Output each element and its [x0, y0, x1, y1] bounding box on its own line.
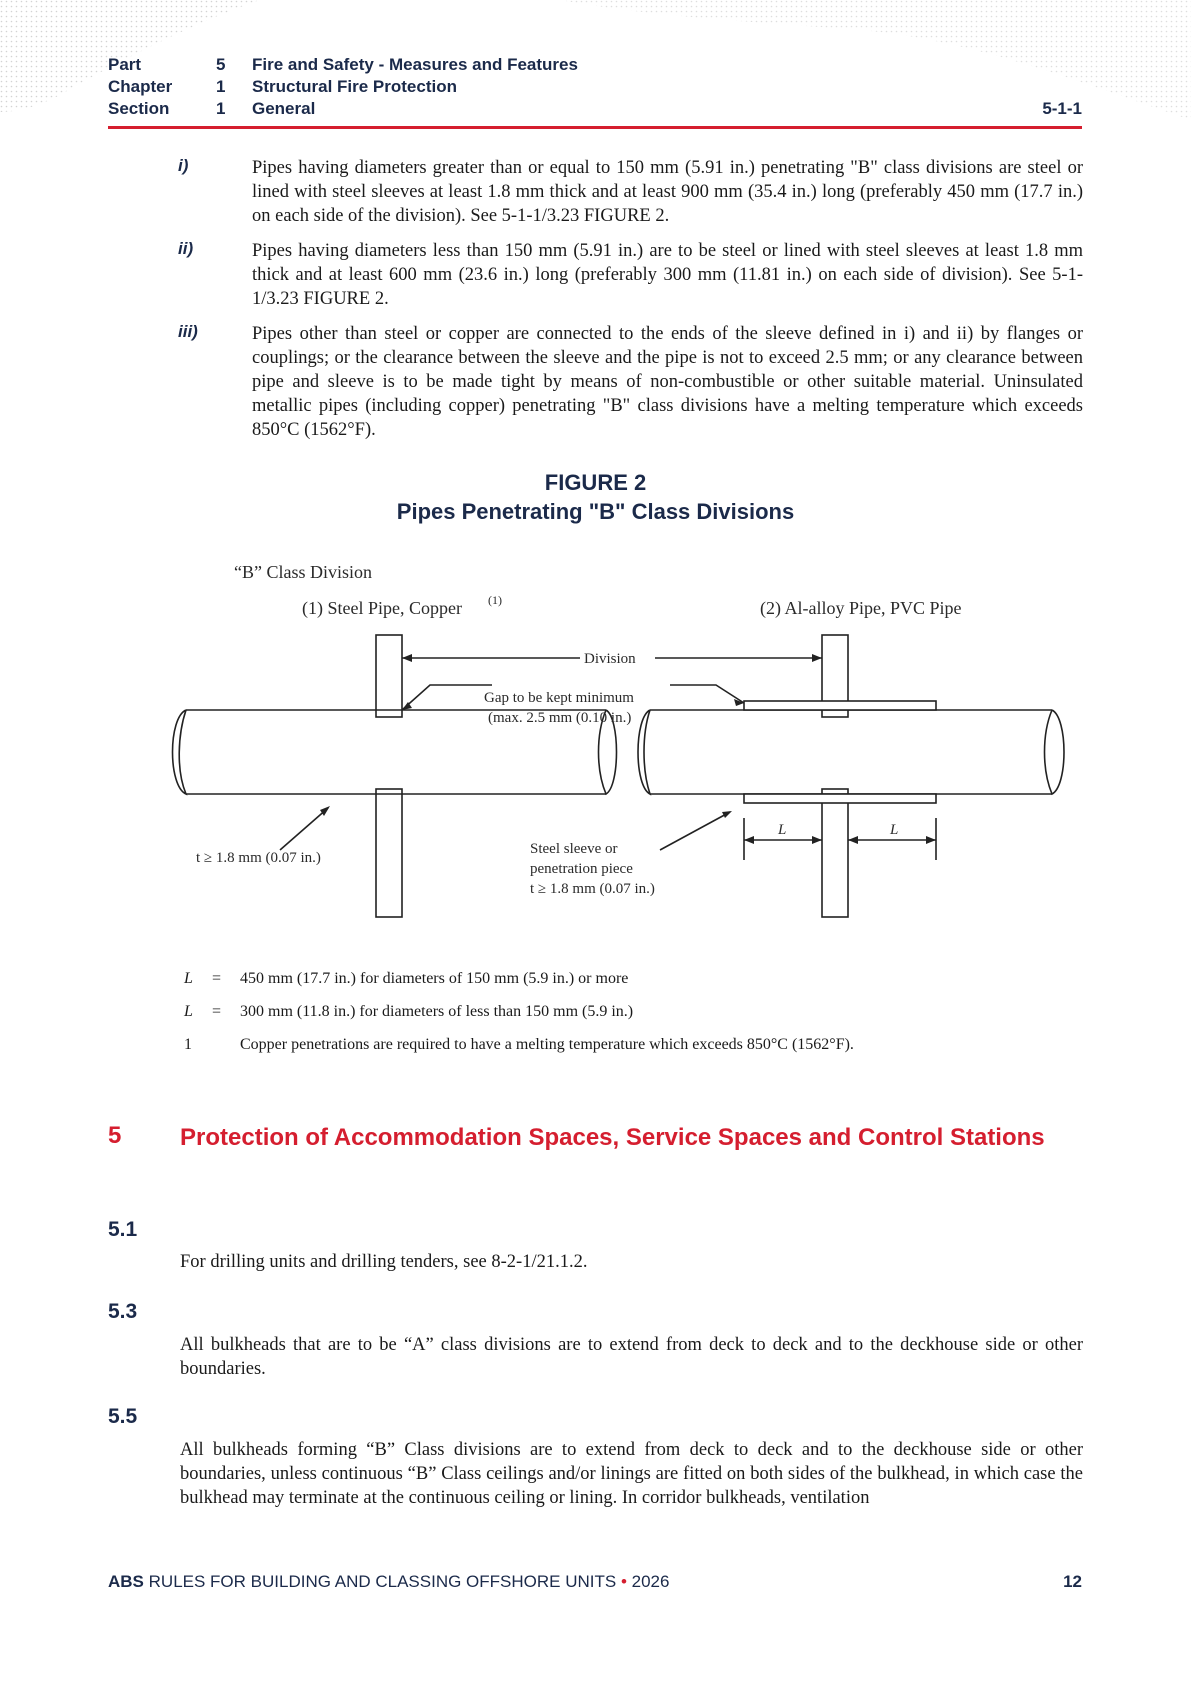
dimension-L-label: L	[778, 822, 787, 838]
figure-title: Pipes Penetrating "B" Class Divisions	[396, 499, 795, 524]
sleeve-label-2: penetration piece	[530, 861, 633, 877]
sleeve-thickness-label: t ≥ 1.8 mm (0.07 in.)	[530, 881, 655, 897]
sleeve-label: Steel sleeve or	[530, 841, 618, 857]
note-eq: =	[212, 1003, 222, 1020]
division-label: Division	[584, 651, 636, 667]
note-eq: =	[212, 970, 222, 987]
figure-note	[184, 1036, 1084, 1069]
part-title: Fire and Safety - Measures and Features	[252, 55, 578, 74]
pipe-penetration-diagram	[150, 550, 1070, 920]
header-divider	[108, 126, 1082, 129]
list-item	[178, 322, 1083, 442]
header-section-row	[108, 99, 1082, 121]
list-item-marker: iii)	[178, 322, 198, 341]
footer-year: 2026	[631, 1572, 670, 1591]
chapter-title: Structural Fire Protection	[252, 77, 457, 96]
footer-title: RULES FOR BUILDING AND CLASSING OFFSHORE UNITS	[148, 1572, 617, 1591]
chapter-label: Chapter	[108, 77, 173, 96]
note-key: 1	[184, 1036, 192, 1053]
note-key: L	[184, 1003, 193, 1020]
subsection-number: 5.5	[108, 1405, 138, 1428]
part-number: 5	[216, 55, 226, 74]
list-item-text: Pipes having diameters greater than or equal to 150 mm (5.91 in.) penetrating "B" class divisions are steel or lined with steel sleeves at least 1.8 mm thick and at least 900 mm (35.4 in.) long (preferably 450 mm (17.7 in.) on each side of the division). See 5-1-1/3.23 FIGURE 2.	[252, 158, 1083, 226]
arrowhead	[744, 836, 754, 844]
figure-note	[184, 1003, 1084, 1036]
sleeve-leader	[660, 812, 730, 850]
list-item-marker: ii)	[178, 239, 194, 258]
right-division-wall-lower	[822, 789, 848, 917]
figure-note	[184, 970, 1084, 1003]
gap-leader-right	[670, 685, 744, 703]
figure-caption	[0, 469, 1191, 527]
arrowhead	[812, 654, 822, 662]
right-pipe	[650, 710, 1052, 794]
header-chapter-row	[108, 77, 1082, 99]
section-label: Section	[108, 99, 170, 118]
arrowhead	[848, 836, 858, 844]
arrowhead	[722, 811, 732, 818]
note-text: 450 mm (17.7 in.) for diameters of 150 mm (5.9 in.) or more	[240, 970, 629, 987]
list-item-text: Pipes other than steel or copper are connected to the ends of the sleeve defined in i) and ii) by flanges or couplings; or the clearance between the sleeve and the pipe is not to exceed 2.5 mm; or any clearance between pipe and sleeve is to be made tight by means of non-combustible or other suitable material. Uninsulated metallic pipes (including copper) penetrating "B" class divisions have a melting temperature which exceeds 850°C (1562°F).	[252, 324, 1083, 440]
page-footer	[108, 1572, 1082, 1592]
list-item-marker: i)	[178, 156, 189, 175]
section-heading-number: 5	[108, 1122, 122, 1149]
gap-leader-left	[402, 685, 492, 710]
pipe-thickness-label: t ≥ 1.8 mm (0.07 in.)	[196, 850, 321, 866]
right-pipe-heading: (2) Al-alloy Pipe, PVC Pipe	[760, 598, 962, 618]
subsection-number: 5.1	[108, 1218, 138, 1241]
gap-label-max: (max. 2.5 mm (0.10 in.)	[488, 710, 632, 726]
right-pipe-break-right	[1045, 710, 1065, 794]
section-number: 1	[216, 99, 226, 118]
figure-number: FIGURE 2	[544, 470, 647, 495]
arrowhead	[812, 836, 822, 844]
page-number: 12	[1063, 1572, 1082, 1591]
figure-notes	[184, 970, 1084, 1069]
left-division-wall-lower	[376, 789, 402, 917]
chapter-number: 1	[216, 77, 226, 96]
footer-brand: ABS	[108, 1572, 144, 1591]
section-title: General	[252, 99, 316, 118]
section-heading-title: Protection of Accommodation Spaces, Service Spaces and Control Stations	[180, 1124, 1045, 1151]
note-key: L	[184, 970, 193, 987]
subsection-paragraph: For drilling units and drilling tenders, see 8-2-1/21.1.2.	[180, 1252, 588, 1272]
note-text: 300 mm (11.8 in.) for diameters of less than 150 mm (5.9 in.)	[240, 1003, 634, 1020]
section-reference: 5-1-1	[1042, 99, 1082, 118]
left-division-wall-upper	[376, 635, 402, 717]
list-item	[178, 156, 1083, 228]
arrowhead	[926, 836, 936, 844]
steel-sleeve-top	[744, 701, 936, 710]
arrowhead	[402, 654, 412, 662]
left-pipe-heading-footnote: (1)	[488, 593, 502, 607]
footer-bullet: •	[620, 1572, 627, 1591]
page-header	[108, 55, 1082, 121]
thickness-leader	[280, 808, 328, 850]
right-pipe-break-left	[638, 710, 650, 794]
left-pipe-break-left	[173, 710, 187, 794]
subsection-paragraph: All bulkheads forming “B” Class divisions are to extend from deck to deck and to the deckhouse side or other boundaries, unless continuous “B” Class ceilings and/or linings are fitted on both sides of the bulkhead, in which case the bulkhead may terminate at the continuous ceiling or lining. In corridor bulkheads, ventilation	[180, 1440, 1083, 1508]
steel-sleeve-bottom	[744, 794, 936, 803]
part-label: Part	[108, 55, 142, 74]
left-pipe-heading: (1) Steel Pipe, Copper	[302, 598, 462, 618]
header-part-row	[108, 55, 1082, 77]
requirement-list	[178, 156, 1083, 453]
gap-label: Gap to be kept minimum	[484, 690, 634, 706]
note-text: Copper penetrations are required to have a melting temperature which exceeds 850°C (1562°F).	[240, 1036, 854, 1053]
subsection-number: 5.3	[108, 1300, 138, 1323]
class-division-label: “B” Class Division	[234, 562, 372, 582]
list-item-text: Pipes having diameters less than 150 mm (5.91 in.) are to be steel or lined with steel sleeves at least 1.8 mm thick and at least 600 mm (23.6 in.) long (preferably 300 mm (11.81 in.) on each side of division). See 5-1-1/3.23 FIGURE 2.	[252, 241, 1083, 309]
dimension-L-label: L	[890, 822, 899, 838]
list-item	[178, 239, 1083, 311]
subsection-paragraph: All bulkheads that are to be “A” class divisions are to extend from deck to deck and to the deckhouse side or other boundaries.	[180, 1335, 1083, 1379]
